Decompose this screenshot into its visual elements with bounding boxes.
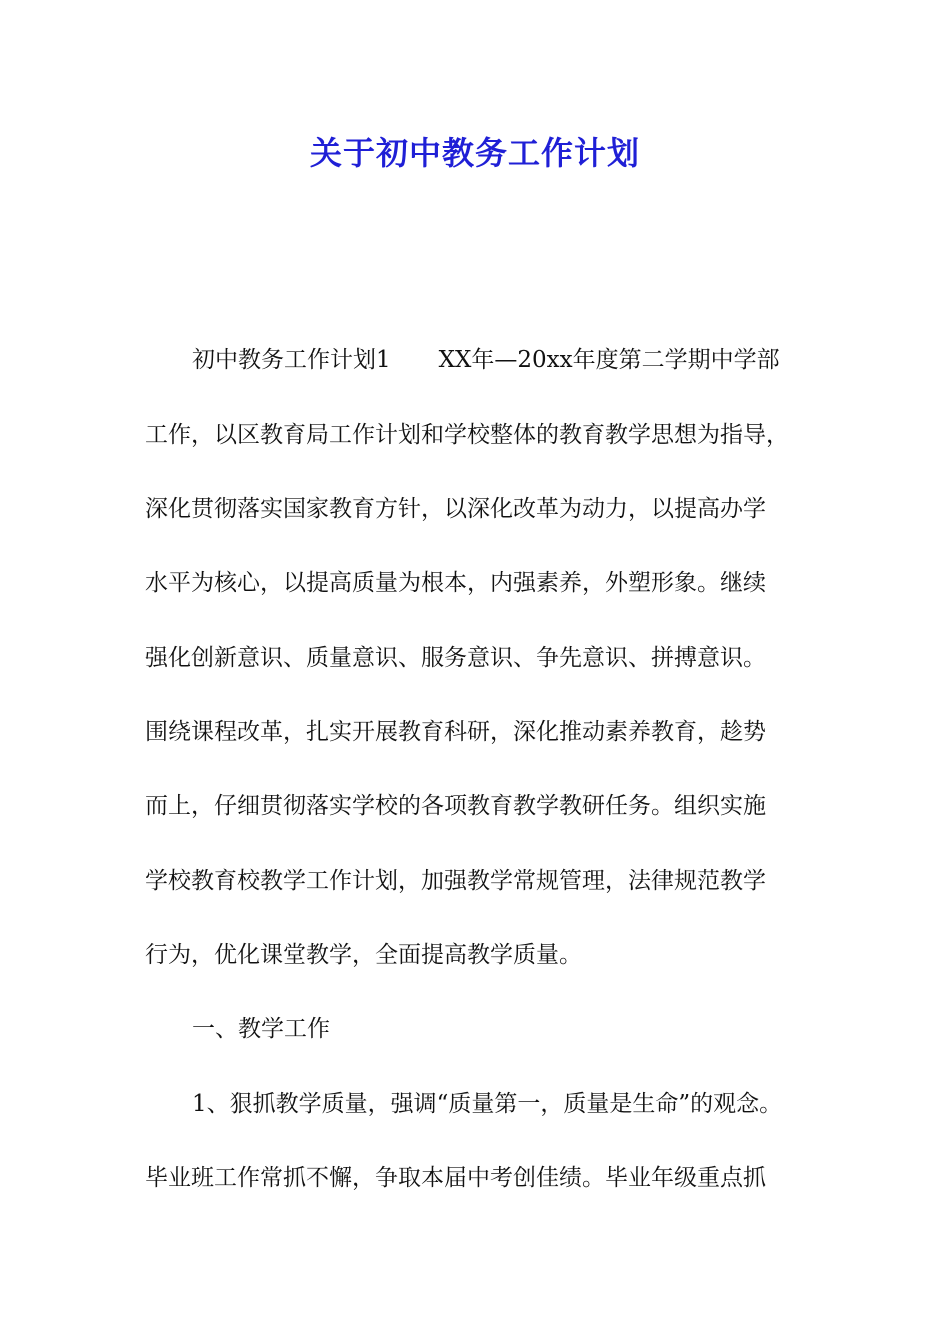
paragraph-line: 1、狠抓教学质量，强调“质量第一，质量是生命”的观念。 (192, 1091, 783, 1117)
paragraph-line: 强化创新意识、质量意识、服务意识、争先意识、拼搏意识。 (145, 645, 766, 671)
paragraph-line: 毕业班工作常抓不懈，争取本届中考创佳绩。毕业年级重点抓 (145, 1165, 766, 1191)
paragraph-line: 水平为核心，以提高质量为根本，内强素养，外塑形象。继续 (145, 570, 766, 596)
section-heading: 一、教学工作 (192, 1016, 330, 1042)
paragraph-line: 而上，仔细贯彻落实学校的各项教育教学教研任务。组织实施 (145, 793, 766, 819)
plan-heading: 初中教务工作计划1 (192, 347, 391, 373)
plan-intro-text: XX年—20xx年度第二学期中学部 (438, 347, 780, 373)
paragraph-line: 学校教育校教学工作计划，加强教学常规管理，法律规范教学 (145, 868, 766, 894)
paragraph-line (192, 343, 780, 377)
paragraph-line: 围绕课程改革，扎实开展教育科研，深化推动素养教育，趁势 (145, 719, 766, 745)
paragraph-line: 深化贯彻落实国家教育方针，以深化改革为动力，以提高办学 (145, 496, 766, 522)
document-title: 关于初中教务工作计划 (309, 134, 640, 172)
paragraph-line: 工作，以区教育局工作计划和学校整体的教育教学思想为指导， (145, 422, 789, 448)
paragraph-line: 行为，优化课堂教学，全面提高教学质量。 (145, 942, 582, 968)
